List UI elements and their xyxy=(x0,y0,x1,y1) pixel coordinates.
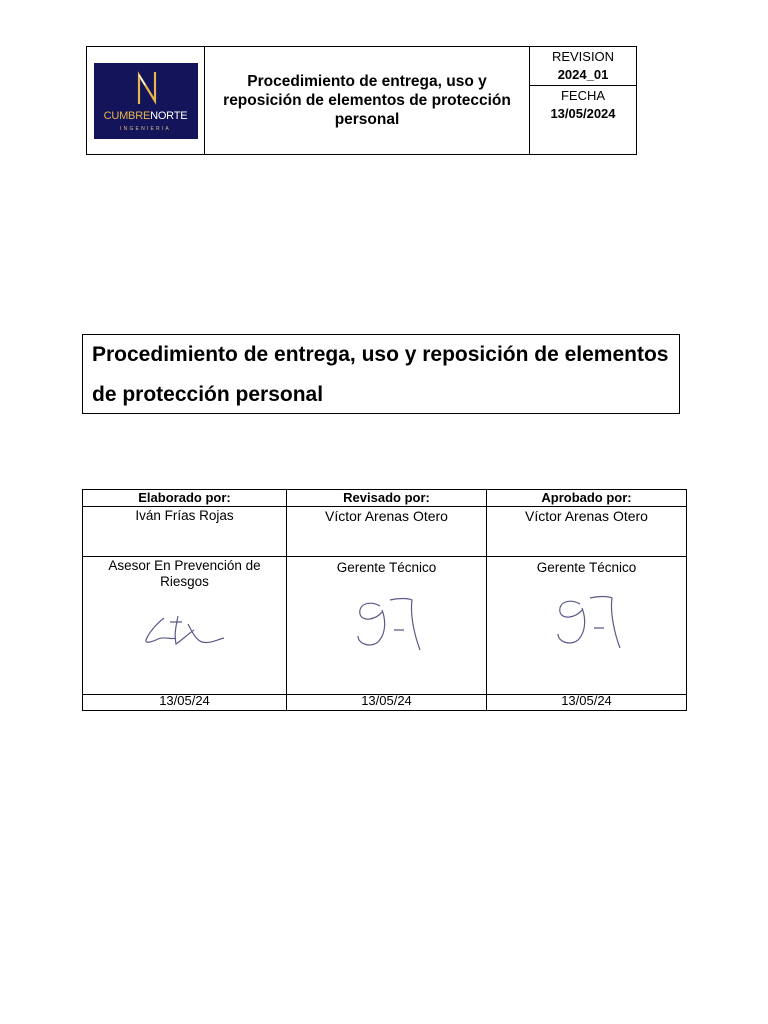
logo-brand-light: NORTE xyxy=(150,109,188,122)
elaborado-name: Iván Frías Rojas xyxy=(83,507,287,557)
elaborado-role: Asesor En Prevención de Riesgos xyxy=(108,558,261,589)
elaborado-date: 13/05/24 xyxy=(83,695,287,711)
logo-subtitle: INGENIERIA xyxy=(120,125,171,132)
aprobado-date: 13/05/24 xyxy=(487,695,687,711)
revision-value: 2024_01 xyxy=(557,67,609,82)
revisado-name: Víctor Arenas Otero xyxy=(287,507,487,557)
date-value: 13/05/2024 xyxy=(550,106,616,121)
logo-brand-bold: CUMBRE xyxy=(103,109,151,122)
handwritten-signature xyxy=(142,610,228,650)
column-header-aprobado: Aprobado por: xyxy=(487,490,687,507)
signature-table xyxy=(82,489,687,711)
logo-brand-text xyxy=(94,110,198,122)
document-header xyxy=(86,46,637,155)
date-cell xyxy=(530,86,637,155)
logo-n-icon xyxy=(136,71,158,105)
aprobado-name: Víctor Arenas Otero xyxy=(487,507,687,557)
header-title: Procedimiento de entrega, uso y reposición de elementos de protección personal xyxy=(205,47,530,155)
revisado-role: Gerente Técnico xyxy=(336,560,437,575)
revision-label: REVISION xyxy=(551,49,615,64)
revisado-date: 13/05/24 xyxy=(287,695,487,711)
aprobado-role: Gerente Técnico xyxy=(536,560,637,575)
column-header-revisado: Revisado por: xyxy=(287,490,487,507)
handwritten-signature xyxy=(350,594,424,654)
revisado-role-cell xyxy=(287,557,487,695)
column-header-elaborado: Elaborado por: xyxy=(83,490,287,507)
logo-cell xyxy=(87,47,205,155)
main-title: Procedimiento de entrega, uso y reposición de elementos de protección personal xyxy=(82,334,680,414)
revision-cell xyxy=(530,47,637,86)
date-label: FECHA xyxy=(560,88,606,103)
company-logo xyxy=(94,63,198,139)
elaborado-role-cell xyxy=(83,557,287,695)
handwritten-signature xyxy=(550,592,624,652)
aprobado-role-cell xyxy=(487,557,687,695)
